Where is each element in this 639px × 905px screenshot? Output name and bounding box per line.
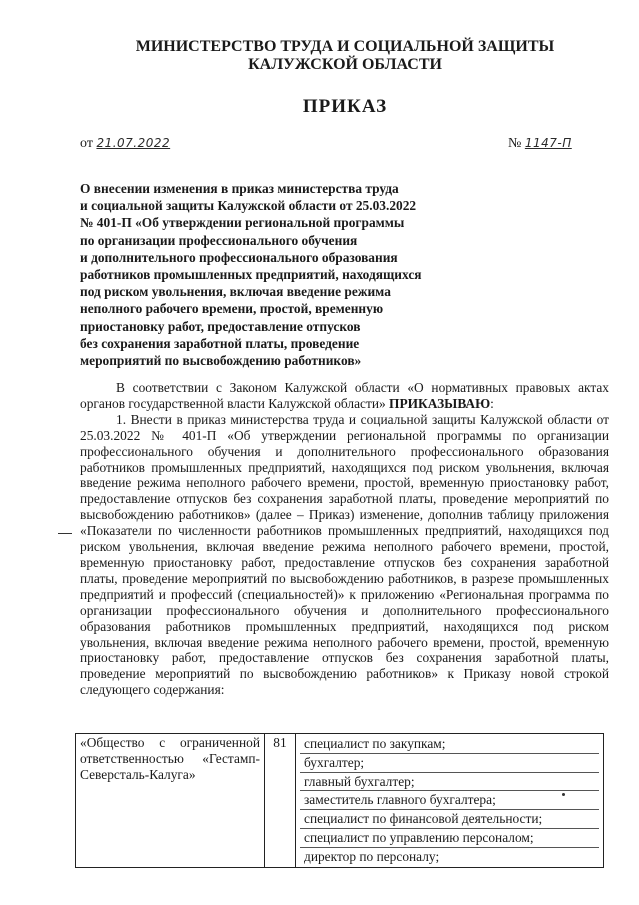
subject-line: под риском увольнения, включая введение режима [80,284,391,300]
order-number [508,136,572,152]
number-prefix: № [508,136,522,151]
table-row [76,734,604,868]
preamble-paragraph [80,380,609,412]
profession-item: главный бухгалтер; [300,773,599,792]
subject-line: и социальной защиты Калужской области от 25.03.2022 [80,198,417,214]
subject-line: без сохранения заработной платы, проведение [80,335,360,351]
ministry-name-line1: МИНИСТЕРСТВО ТРУДА И СОЦИАЛЬНОЙ ЗАЩИТЫ [135,38,555,55]
subject-line: неполного рабочего времени, простой, временную [80,301,384,317]
inserted-table-row [75,733,604,868]
preamble-text: В соответствии с Законом Калужской области «О нормативных правовых актах органов государственной власти Калужской области» [80,380,609,411]
ministry-header [60,38,630,74]
subject-line: приостановку работ, предоставление отпусков [80,318,361,334]
order-subject [80,180,438,369]
document-type-title: ПРИКАЗ [302,96,388,117]
profession-item: директор по персоналу; [304,848,440,864]
order-date [80,136,170,152]
subject-line: по организации профессионального обучения [80,232,358,248]
subject-line: работников промышленных предприятий, находящихся [80,267,422,283]
scan-speck [562,793,565,796]
number-handwritten: 1147-П [524,136,572,150]
date-handwritten: 21.07.2022 [96,136,171,150]
preamble-end: : [490,395,494,411]
profession-item: специалист по управлению персоналом; [300,829,599,848]
organization-cell: «Общество с ограниченной ответственностью «Гестамп-Северсталь-Калуга» [76,734,265,868]
subject-line: мероприятий по высвобождению работников» [80,353,362,369]
order-body [80,380,609,698]
profession-item: специалист по закупкам; [300,735,599,754]
orders-keyword: ПРИКАЗЫВАЮ [389,395,491,411]
profession-item: заместитель главного бухгалтера; [300,791,599,810]
margin-pen-mark [58,533,72,534]
subject-line: № 401-П «Об утверждении региональной программы [80,215,405,231]
professions-cell [296,734,604,868]
profession-item: бухгалтер; [300,754,599,773]
date-prefix: от [80,136,93,151]
count-cell: 81 [265,734,296,868]
subject-line: и дополнительного профессионального образования [80,249,398,265]
ministry-name-line2: КАЛУЖСКОЙ ОБЛАСТИ [248,56,442,73]
profession-item: специалист по финансовой деятельности; [300,810,599,829]
subject-line: О внесении изменения в приказ министерства труда [80,181,399,196]
item-1-paragraph: 1. Внести в приказ министерства труда и социальной защиты Калужской области от 25.03.2022 № 401-П «Об утверждении региональной программы по организации профессионального обучения и дополнительного профессионального образования работников промышленных предприятий, находящихся под риском увольнения, включая введение режима неполного рабочего времени, простой, временную приостановку работ, предоставление отпусков без сохранения заработной платы, проведение мероприятий по высвобождению работников» (далее – Приказ) изменение, дополнив таблицу приложения «Показатели по численности работников промышленных предприятий, находящихся под риском увольнения, включая введение режима неполного рабочего времени, простой, временную приостановку работ, предоставление отпусков без сохранения заработной платы, проведение мероприятий по высвобождению работников, в разрезе промышленных предприятий и профессий (специальностей)» к приложению «Региональная программа по организации профессионального обучения и дополнительного профессионального образования работников промышленных предприятий, находящихся под риском увольнения, включая введение режима неполного рабочего времени, простой, временную приостановку работ, предоставление отпусков без сохранения заработной платы, проведение мероприятий по высвобождению работников» к Приказу новой строкой следующего содержания: [80,411,609,698]
